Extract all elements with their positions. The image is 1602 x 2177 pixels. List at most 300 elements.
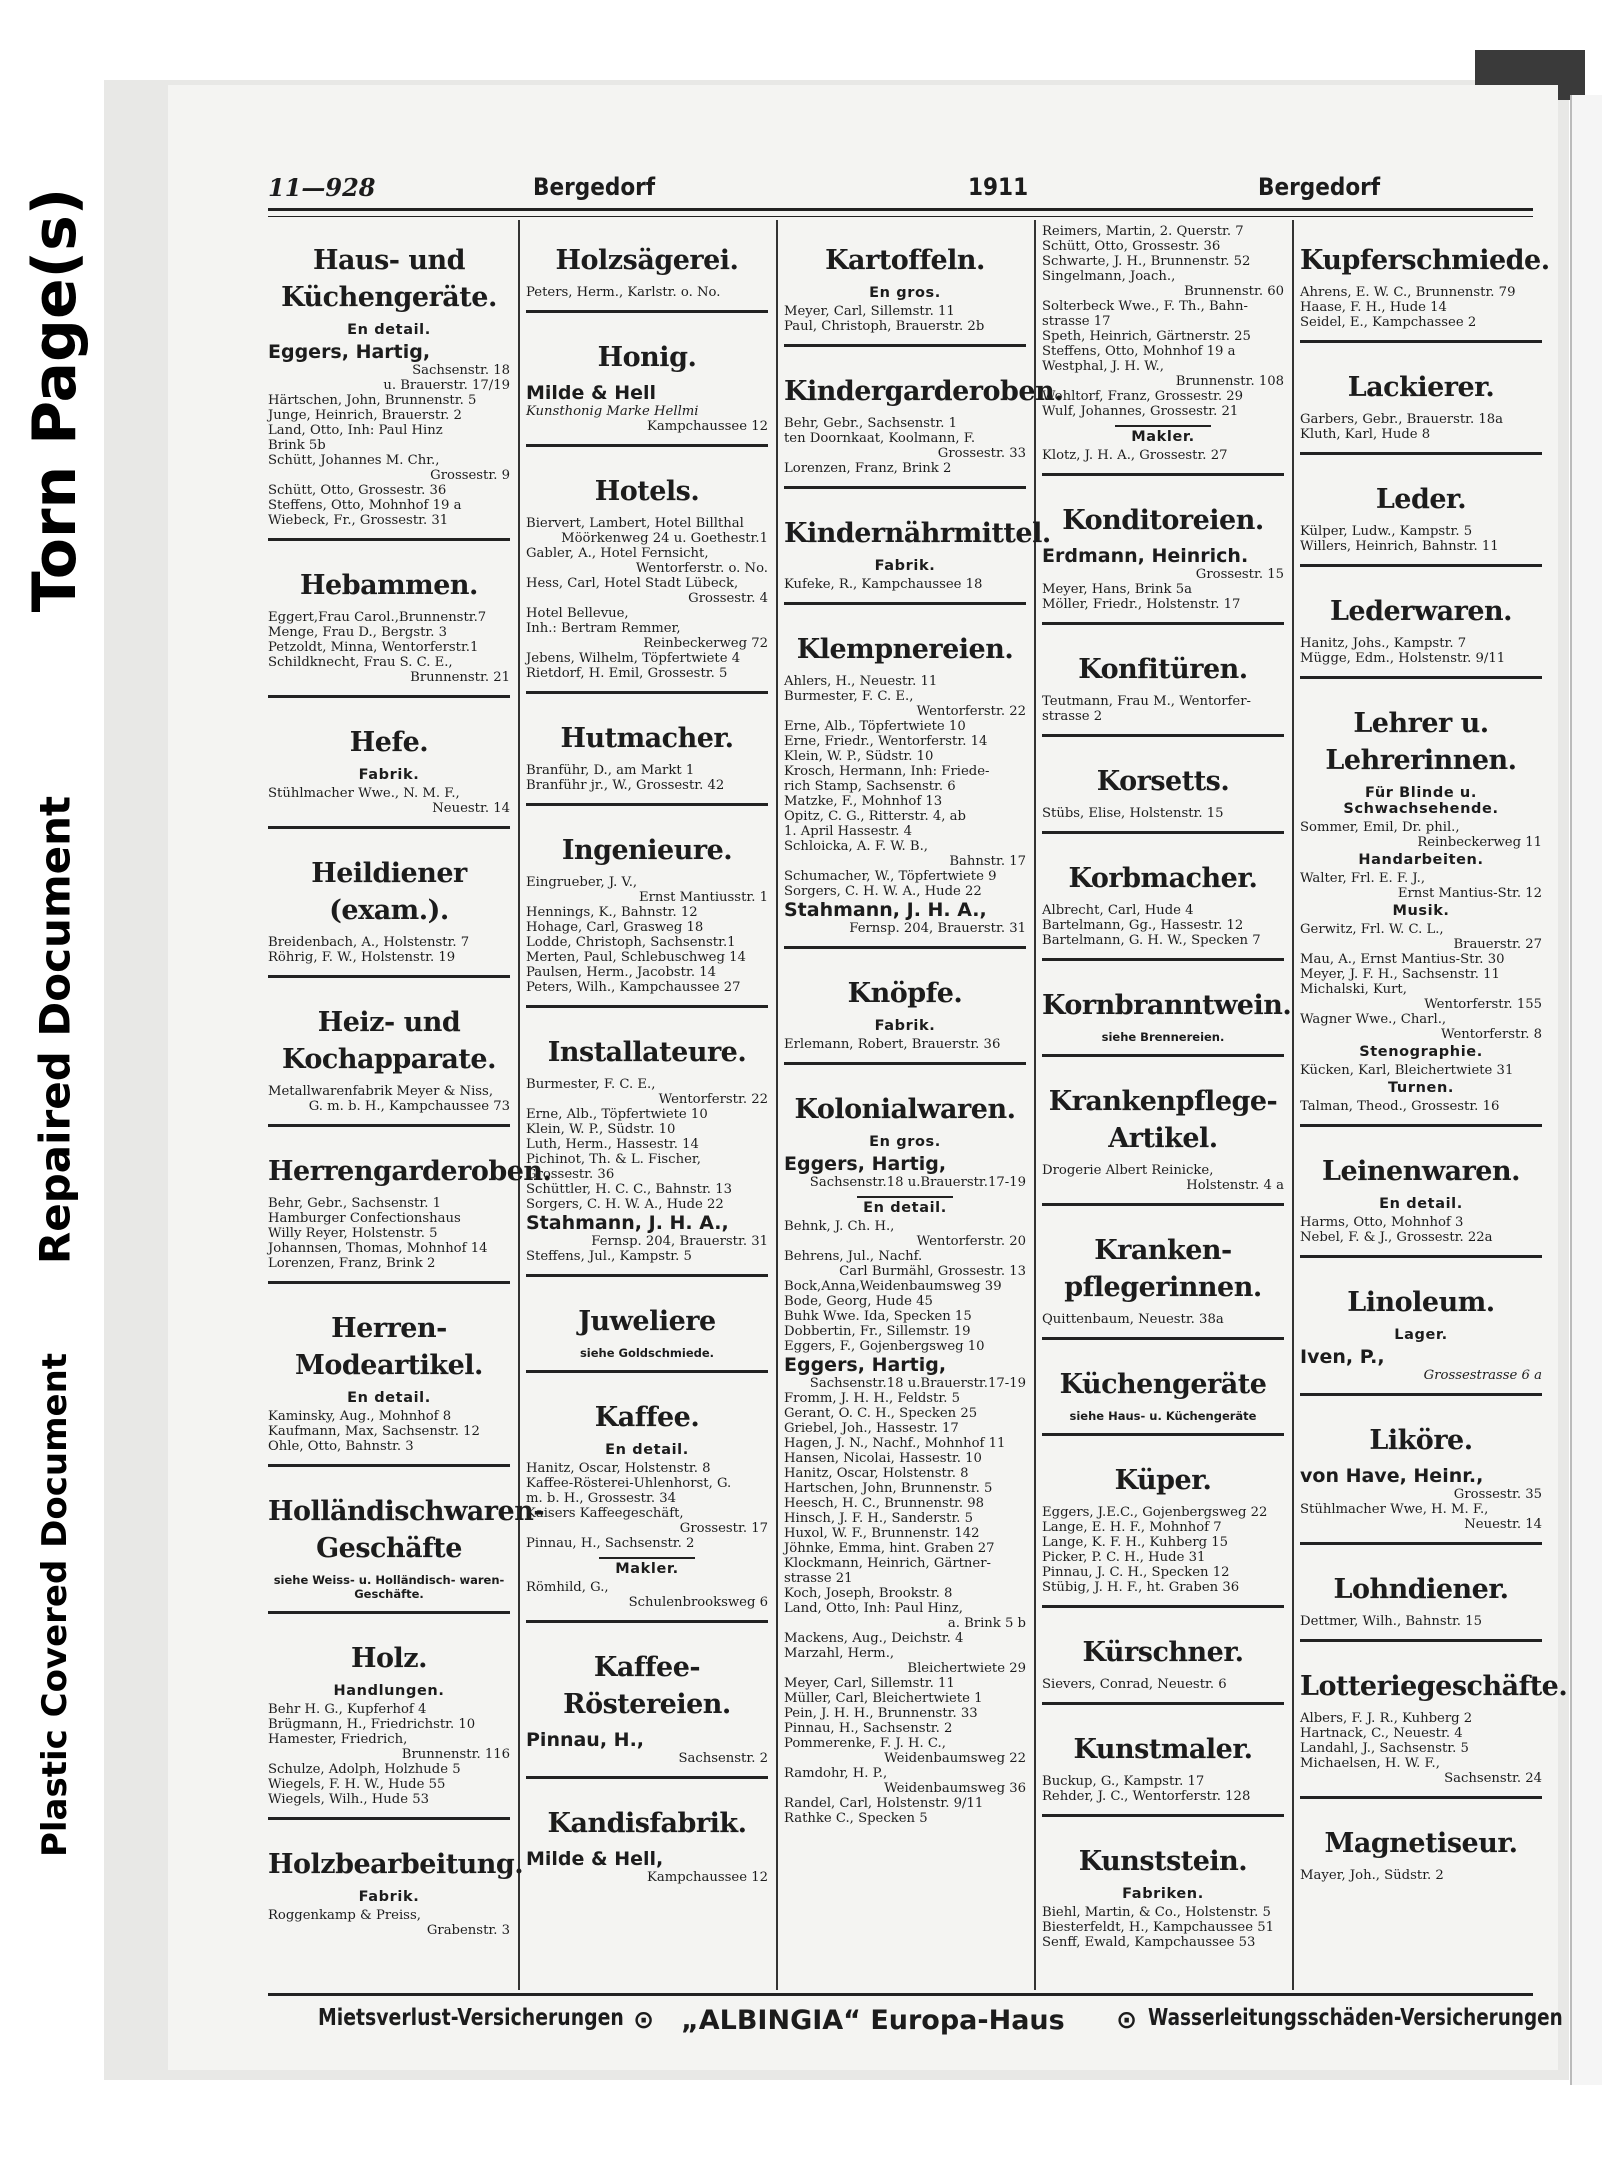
directory-entry: Iven, P.,: [1300, 1346, 1385, 1368]
directory-entry: Sachsenstr.18 u.Brauerstr.17-19: [809, 1376, 1026, 1391]
directory-entry: Branführ, D., am Markt 1: [526, 763, 695, 778]
directory-entry: Gerant, O. C. H., Specken 25: [784, 1406, 978, 1421]
section-heading: Kürschner.: [1082, 1637, 1244, 1668]
directory-entry: 1. April Hassestr. 4: [784, 824, 913, 839]
column-divider: [776, 220, 778, 1990]
directory-section: [526, 317, 768, 447]
directory-entry: Mau, A., Ernst Mantius-Str. 30: [1300, 952, 1505, 967]
directory-entry: Heesch, H. C., Brunnenstr. 98: [784, 1496, 985, 1511]
directory-section: [526, 1281, 768, 1373]
section-heading: Kornbranntwein.: [1042, 990, 1292, 1021]
section-heading: Ingenieure.: [561, 835, 733, 866]
directory-entry: a. Brink 5 b: [947, 1616, 1026, 1631]
directory-entry: Dobbertin, Fr., Sillemstr. 19: [784, 1324, 971, 1339]
directory-entry: Gerwitz, Frl. W. C. L.,: [1300, 922, 1444, 937]
directory-entry: Härtschen, John, Brunnenstr. 5: [268, 393, 477, 408]
directory-entry: Opitz, C. G., Ritterstr. 4, ab: [784, 809, 966, 824]
directory-entry: Inh.: Bertram Remmer,: [526, 621, 681, 636]
section-heading: Leder.: [1375, 484, 1467, 515]
directory-entry: Kampchaussee 12: [646, 1870, 768, 1885]
directory-section: [1300, 347, 1542, 455]
section-heading: Juweliere: [578, 1306, 716, 1337]
directory-entry: Buckup, G., Kampstr. 17: [1042, 1774, 1205, 1789]
directory-entry: Mayer, Joh., Südstr. 2: [1300, 1868, 1444, 1883]
directory-entry: Branführ jr., W., Grossestr. 42: [526, 778, 725, 793]
section-heading: Küchengeräte: [1059, 1369, 1267, 1400]
directory-entry: Grabenstr. 3: [426, 1923, 510, 1938]
directory-entry: Dettmer, Wilh., Bahnstr. 15: [1300, 1614, 1482, 1629]
directory-entry: Sommer, Emil, Dr. phil.,: [1300, 820, 1460, 835]
directory-section: [268, 1131, 552, 1284]
section-heading: Magnetiseur.: [1324, 1828, 1518, 1859]
directory-section: [784, 609, 1026, 949]
directory-entry: Hamburger Confectionshaus: [268, 1211, 461, 1226]
directory-entry: Pinnau, H., Sachsenstr. 2: [526, 1536, 695, 1551]
directory-entry: Westphal, J. H. W.,: [1042, 359, 1164, 374]
directory-entry: Johannsen, Thomas, Mohnhof 14: [268, 1241, 488, 1256]
directory-entry: Schildknecht, Frau S. C. E.,: [268, 655, 453, 670]
directory-entry: Wagner Wwe., Charl.,: [1300, 1012, 1447, 1027]
directory-section: [1042, 838, 1284, 961]
section-heading: Kunstmaler.: [1073, 1734, 1253, 1765]
directory-entry: Eggers, Hartig,: [268, 341, 431, 363]
directory-section: [526, 698, 768, 806]
directory-entry: Erlemann, Robert, Brauerstr. 36: [784, 1037, 1001, 1052]
section-heading: Kunststein.: [1078, 1846, 1248, 1877]
directory-entry: Burmester, F. C. E.,: [784, 689, 914, 704]
section-heading: Leinenwaren.: [1321, 1156, 1521, 1187]
directory-entry: Grossestr. 35: [1453, 1487, 1542, 1502]
directory-entry: Biehl, Martin, & Co., Holstenstr. 5: [1042, 1905, 1271, 1920]
directory-entry: Ernst Mantiusstr. 1: [638, 890, 768, 905]
column-divider: [1292, 220, 1294, 1990]
section-subheading: En gros.: [869, 285, 941, 301]
directory-entry: Menge, Frau D., Bergstr. 3: [268, 625, 448, 640]
directory-entry: Kücken, Karl, Bleichertwiete 31: [1300, 1063, 1514, 1078]
directory-entry: Hess, Carl, Hotel Stadt Lübeck,: [526, 576, 739, 591]
directory-entry: Wohltorf, Franz, Grossestr. 29: [1042, 389, 1243, 404]
section-heading: Hefe.: [349, 727, 429, 758]
directory-entry: Breidenbach, A., Holstenstr. 7: [268, 935, 470, 950]
directory-entry: Landahl, J., Sachsenstr. 5: [1300, 1741, 1469, 1756]
directory-entry: Solterbeck Wwe., F. Th., Bahn-: [1042, 299, 1248, 314]
section-heading: Installateure.: [547, 1037, 747, 1068]
directory-entry: Schulenbrooksweg 6: [628, 1595, 768, 1610]
directory-entry: Grossestr. 33: [937, 446, 1026, 461]
section-subheading: En detail.: [605, 1442, 689, 1458]
directory-entry: Pein, J. H. H., Brunnenstr. 33: [784, 1706, 978, 1721]
directory-entry: Paul, Christoph, Brauerstr. 2b: [784, 319, 985, 334]
directory-entry: Singelmann, Joach.,: [1042, 269, 1176, 284]
directory-entry: Behr, Gebr., Sachsenstr. 1: [268, 1196, 441, 1211]
directory-entry: Reinbeckerweg 11: [1417, 835, 1542, 850]
directory-entry: Erne, Friedr., Wentorferstr. 14: [784, 734, 988, 749]
section-heading: Liköre.: [1369, 1425, 1473, 1456]
directory-entry: Meyer, Carl, Sillemstr. 11: [784, 304, 955, 319]
directory-entry: Albers, F. J. R., Kuhberg 2: [1300, 1711, 1473, 1726]
directory-entry: u. Brauerstr. 17/19: [383, 378, 510, 393]
directory-entry: Speth, Heinrich, Gärtnerstr. 25: [1042, 329, 1251, 344]
page-header: [268, 173, 1533, 203]
directory-entry: Bartelmann, Gg., Hassestr. 12: [1042, 918, 1244, 933]
directory-entry: Albrecht, Carl, Hude 4: [1042, 903, 1194, 918]
directory-entry: Biesterfeldt, H., Kampchaussee 51: [1042, 1920, 1275, 1935]
footer-left-text: Mietsverlust-Versicherungen: [318, 2005, 624, 2031]
directory-entry: Burmester, F. C. E.,: [526, 1077, 656, 1092]
directory-entry: Matzke, F., Mohnhof 13: [784, 794, 943, 809]
section-heading: Herrengarderoben.: [268, 1156, 552, 1187]
directory-entry: Neuestr. 14: [1464, 1517, 1542, 1532]
directory-entry: Wentorferstr. 8: [1440, 1027, 1542, 1042]
directory-entry: Behrens, Jul., Nachf.: [784, 1249, 923, 1264]
directory-entry: Steffens, Otto, Mohnhof 19 a: [268, 498, 462, 513]
directory-entry: Kaisers Kaffeegeschäft,: [526, 1506, 684, 1521]
directory-entry: Eggers, Hartig,: [784, 1153, 947, 1175]
directory-section: [784, 351, 1064, 489]
directory-entry: Wulf, Johannes, Grossestr. 21: [1042, 404, 1239, 419]
directory-entry: Kampchaussee 12: [646, 419, 768, 434]
directory-entry: Lange, E. H. F., Mohnhof 7: [1042, 1520, 1222, 1535]
column-1: [268, 220, 552, 1990]
directory-entry: Peters, Wilh., Kampchaussee 27: [526, 980, 741, 995]
directory-entry: Erne, Alb., Töpfertwiete 10: [784, 719, 966, 734]
directory-entry: Haase, F. H., Hude 14: [1300, 300, 1447, 315]
directory-section: [1042, 741, 1284, 834]
directory-entry: Wiegels, Wilh., Hude 53: [268, 1792, 429, 1807]
directory-entry: Neuestr. 14: [432, 801, 510, 816]
footer-right-text: Wasserleitungsschäden-Versicherungen: [1148, 2005, 1563, 2031]
directory-entry: Nebel, F. & J., Grossestr. 22a: [1300, 1230, 1493, 1245]
directory-entry: Junge, Heinrich, Brauerstr. 2: [268, 408, 462, 423]
advertisement-footer: [268, 2003, 1563, 2043]
column-5: [1300, 220, 1568, 1990]
column-3: [784, 220, 1064, 1990]
directory-entry: Röhrig, F. W., Holstenstr. 19: [268, 950, 456, 965]
directory-entry: Griebel, Joh., Hassestr. 17: [784, 1421, 959, 1436]
directory-entry: Garbers, Gebr., Brauerstr. 18a: [1300, 412, 1504, 427]
section-subheading: En detail.: [1379, 1196, 1463, 1212]
directory-entry: Klein, W. P., Südstr. 10: [784, 749, 934, 764]
directory-entry: Brügmann, H., Friedrichstr. 10: [268, 1717, 476, 1732]
directory-entry: Stübig, J. H. F., ht. Graben 36: [1042, 1580, 1240, 1595]
directory-section: [526, 1783, 768, 1895]
directory-entry: Behr H. G., Kupferhof 4: [268, 1702, 427, 1717]
directory-entry: Kluth, Karl, Hude 8: [1300, 427, 1431, 442]
directory-section: [1300, 1646, 1568, 1799]
cross-reference-note: siehe Goldschmiede.: [579, 1346, 715, 1360]
directory-section: [1042, 1440, 1284, 1608]
directory-entry: Behr, Gebr., Sachsenstr. 1: [784, 416, 957, 431]
directory-entry: Pichinot, Th. & L. Fischer,: [526, 1152, 701, 1167]
directory-entry: Pinnau, H., Sachsenstr. 2: [784, 1721, 953, 1736]
directory-entry: Drogerie Albert Reinicke,: [1042, 1163, 1214, 1178]
directory-section: [1042, 965, 1292, 1057]
section-subheading: Handarbeiten.: [1358, 852, 1484, 868]
directory-entry: Eggert,Frau Carol.,Brunnenstr.7: [268, 610, 487, 625]
section-heading: Holz.: [350, 1643, 427, 1674]
directory-entry: Schloicka, A. F. W. B.,: [784, 839, 929, 854]
section-heading: Kindergarderoben.: [784, 376, 1064, 407]
directory-section: [784, 493, 1051, 605]
header-place-left: Bergedorf: [533, 173, 656, 201]
section-heading: Kaffee.: [594, 1402, 700, 1433]
directory-entry: Steffens, Jul., Kampstr. 5: [526, 1249, 692, 1264]
directory-entry: Lodde, Christoph, Sachsenstr.1: [526, 935, 736, 950]
directory-section: [1300, 571, 1542, 679]
section-heading: Haus- und Küchengeräte.: [281, 245, 497, 313]
directory-entry: Quittenbaum, Neuestr. 38a: [1042, 1312, 1224, 1327]
directory-entry: Wiegels, F. H. W., Hude 55: [268, 1777, 446, 1792]
directory-entry: Eggers, J.E.C., Gojenbergsweg 22: [1042, 1505, 1268, 1520]
footer-bullet-icon: ⊙: [1116, 2005, 1137, 2034]
directory-section: [1042, 220, 1284, 476]
directory-entry: von Have, Heinr.,: [1300, 1465, 1484, 1487]
directory-entry: Sachsenstr. 2: [678, 1751, 768, 1766]
directory-entry: Teutmann, Frau M., Wentorfer-: [1042, 694, 1251, 709]
section-heading: Heiz- und Kochapparate.: [282, 1007, 496, 1075]
torn-pages-label: Torn Page(s): [20, 187, 90, 613]
directory-section: [1042, 1210, 1284, 1340]
directory-section: [1042, 1344, 1284, 1436]
directory-section: [268, 1618, 510, 1820]
directory-entry: Randel, Carl, Holstenstr. 9/11: [784, 1796, 984, 1811]
directory-entry: Eggers, F., Gojenbergsweg 10: [784, 1339, 985, 1354]
directory-entry: Schütt, Otto, Grossestr. 36: [1042, 239, 1221, 254]
directory-entry: Fromm, J. H. H., Feldstr. 5: [784, 1391, 960, 1406]
section-heading: Hebammen.: [300, 570, 478, 601]
directory-entry: strasse 21: [784, 1571, 853, 1586]
section-heading: Krankenpflege- Artikel.: [1048, 1086, 1278, 1154]
directory-section: [268, 833, 510, 978]
directory-entry: Fernsp. 204, Brauerstr. 31: [849, 921, 1026, 936]
directory-entry: Jebens, Wilhelm, Töpfertwiete 4: [526, 651, 741, 666]
directory-entry: Michaelsen, H. W. F.,: [1300, 1756, 1440, 1771]
directory-entry: Hohage, Carl, Grasweg 18: [526, 920, 704, 935]
directory-entry: Biervert, Lambert, Hotel Billthal: [526, 516, 744, 531]
directory-entry: Lange, K. F. H., Kuhberg 15: [1042, 1535, 1229, 1550]
directory-section: [1300, 1803, 1542, 1893]
directory-entry: Luth, Herm., Hassestr. 14: [526, 1137, 699, 1152]
directory-entry: Weidenbaumsweg 36: [884, 1781, 1026, 1796]
header-place-right: Bergedorf: [1258, 173, 1381, 201]
cross-reference-note: siehe Weiss- u. Holländisch- waren-Geschäfte.: [273, 1573, 505, 1601]
section-heading: Holzsägerei.: [555, 245, 739, 276]
directory-entry: Hanitz, Oscar, Holstenstr. 8: [784, 1466, 969, 1481]
directory-section: [1042, 480, 1284, 625]
directory-entry: Talman, Theod., Grossestr. 16: [1300, 1099, 1500, 1114]
section-subheading: En detail.: [347, 1390, 431, 1406]
directory-entry: Müller, Carl, Bleichertwiete 1: [784, 1691, 983, 1706]
directory-entry: Brunnenstr. 116: [401, 1747, 510, 1762]
directory-section: [1042, 1612, 1284, 1705]
directory-section: [1300, 1262, 1542, 1396]
section-heading: Heildiener (exam.).: [311, 858, 467, 926]
directory-section: [268, 1824, 524, 1948]
directory-entry: Krosch, Hermann, Inh: Friede-: [784, 764, 990, 779]
section-heading: Korbmacher.: [1068, 863, 1258, 894]
directory-entry: Willers, Heinrich, Bahnstr. 11: [1300, 539, 1499, 554]
section-subheading: Fabrik.: [358, 1889, 420, 1905]
section-subheading: Fabriken.: [1122, 1886, 1204, 1902]
section-heading: Kupferschmiede.: [1300, 245, 1550, 276]
directory-entry: Hanitz, Oscar, Holstenstr. 8: [526, 1461, 711, 1476]
directory-entry: Steffens, Otto, Mohnhof 19 a: [1042, 344, 1236, 359]
directory-entry: Eingrueber, J. V.,: [526, 875, 638, 890]
column-divider: [1034, 220, 1036, 1990]
directory-entry: Ohle, Otto, Bahnstr. 3: [268, 1439, 414, 1454]
directory-entry: Roggenkamp & Preiss,: [268, 1908, 421, 1923]
directory-entry: Grossestr. 9: [430, 468, 510, 483]
directory-entry: Stübs, Elise, Holstenstr. 15: [1042, 806, 1224, 821]
directory-entry: Grossestr. 36: [526, 1167, 615, 1182]
directory-section: [784, 953, 1026, 1065]
directory-section: [1300, 1549, 1542, 1642]
directory-entry: Ahlers, H., Neuestr. 11: [784, 674, 938, 689]
directory-entry: Hotel Bellevue,: [526, 606, 629, 621]
section-subheading: Musik.: [1392, 903, 1450, 919]
directory-entry: Bleichertwiete 29: [907, 1661, 1026, 1676]
directory-entry: Sachsenstr. 18: [412, 363, 510, 378]
directory-entry: Bode, Georg, Hude 45: [784, 1294, 933, 1309]
directory-entry: Brunnenstr. 60: [1184, 284, 1284, 299]
directory-entry: Buhk Wwe. Ida, Specken 15: [784, 1309, 972, 1324]
directory-page: [168, 85, 1568, 2070]
cross-reference-note: siehe Brennereien.: [1101, 1030, 1225, 1044]
directory-entry: Hanitz, Johs., Kampstr. 7: [1300, 636, 1467, 651]
directory-entry: Meyer, J. F. H., Sachsenstr. 11: [1300, 967, 1500, 982]
section-heading: Honig.: [597, 342, 697, 373]
directory-entry: Hartschen, John, Brunnenstr. 5: [784, 1481, 993, 1496]
directory-entry: Marzahl, Herm.,: [784, 1646, 895, 1661]
directory-entry: Weidenbaumsweg 22: [884, 1751, 1026, 1766]
directory-entry: Gabler, A., Hotel Fernsicht,: [526, 546, 709, 561]
directory-entry: Michalski, Kurt,: [1300, 982, 1407, 997]
directory-entry: Möller, Friedr., Holstenstr. 17: [1042, 597, 1241, 612]
directory-entry: Rathke C., Specken 5: [784, 1811, 928, 1826]
directory-entry: Lorenzen, Franz, Brink 2: [784, 461, 952, 476]
directory-entry: Eggers, Hartig,: [784, 1354, 947, 1376]
directory-entry: Hinsch, J. F. H., Sanderstr. 5: [784, 1511, 974, 1526]
directory-entry: Reimers, Martin, 2. Querstr. 7: [1042, 224, 1244, 239]
directory-entry: Walter, Frl. E. F. J.,: [1300, 871, 1426, 886]
section-subheading: Makler.: [1131, 429, 1195, 445]
directory-section: [268, 545, 510, 698]
directory-entry: Klein, W. P., Südstr. 10: [526, 1122, 676, 1137]
directory-entry: Metallwarenfabrik Meyer & Niss,: [268, 1084, 494, 1099]
directory-entry: Bartelmann, G. H. W., Specken 7: [1042, 933, 1261, 948]
directory-entry: rich Stamp, Sachsenstr. 6: [784, 779, 956, 794]
directory-entry: Bock,Anna,Weidenbaumsweg 39: [784, 1279, 1002, 1294]
directory-entry: Mackens, Aug., Deichstr. 4: [784, 1631, 964, 1646]
directory-entry: Schwarte, J. H., Brunnenstr. 52: [1042, 254, 1251, 269]
directory-entry: Seidel, E., Kampchassee 2: [1300, 315, 1477, 330]
section-heading: Konfitüren.: [1078, 654, 1248, 685]
directory-entry: Kaufmann, Max, Sachsenstr. 12: [268, 1424, 480, 1439]
directory-section: [526, 1377, 768, 1623]
directory-entry: Schütt, Otto, Grossestr. 36: [268, 483, 447, 498]
directory-section: [526, 1627, 768, 1779]
directory-section: [1042, 1821, 1284, 1960]
directory-entry: Hansen, Nicolai, Hassestr. 10: [784, 1451, 982, 1466]
next-page-edge: [1570, 95, 1602, 2085]
directory-entry: Rehder, J. C., Wentorferstr. 128: [1042, 1789, 1251, 1804]
section-heading: Holzbearbeitung.: [268, 1849, 524, 1880]
directory-entry: Holstenstr. 4 a: [1186, 1178, 1284, 1193]
directory-entry: Meyer, Carl, Sillemstr. 11: [784, 1676, 955, 1691]
directory-entry: Reinbeckerweg 72: [643, 636, 768, 651]
directory-entry: Grossestrasse 6 a: [1423, 1368, 1542, 1383]
directory-entry: Bahnstr. 17: [949, 854, 1026, 869]
section-subheading: Lager.: [1394, 1327, 1448, 1343]
directory-entry: Schumacher, W., Töpfertwiete 9: [784, 869, 997, 884]
section-heading: Küper.: [1114, 1465, 1212, 1496]
section-heading: Holländischwaren- Geschäfte: [268, 1496, 545, 1564]
page-number: 11—928: [268, 173, 376, 202]
directory-section: [1300, 683, 1542, 1127]
section-heading: Kindernährmittel.: [784, 518, 1051, 549]
directory-section: [526, 810, 768, 1008]
directory-entry: Wentorferstr. 22: [658, 1092, 768, 1107]
directory-entry: Brunnenstr. 108: [1175, 374, 1284, 389]
section-heading: Lotteriegeschäfte.: [1300, 1671, 1568, 1702]
subsection-rule: [1115, 425, 1212, 427]
directory-entry: Sorgers, C. H. W. A., Hude 22: [784, 884, 982, 899]
section-subheading: Handlungen.: [333, 1683, 445, 1699]
directory-section: [526, 451, 768, 694]
directory-section: [526, 1012, 768, 1277]
directory-entry: Picker, P. C. H., Hude 31: [1042, 1550, 1206, 1565]
directory-entry: Milde & Hell,: [526, 1848, 664, 1870]
section-subheading: En detail.: [347, 322, 431, 338]
directory-entry: Meyer, Hans, Brink 5a: [1042, 582, 1192, 597]
cross-reference-note: siehe Haus- u. Küchengeräte: [1069, 1409, 1257, 1423]
section-heading: Herren- Modeartikel.: [295, 1313, 483, 1381]
section-subheading: En gros.: [869, 1134, 941, 1150]
section-heading: Hutmacher.: [560, 723, 734, 754]
column-divider: [518, 220, 520, 1990]
directory-entry: Römhild, G.,: [526, 1580, 609, 1595]
directory-section: [526, 220, 768, 313]
directory-entry: Land, Otto, Inh: Paul Hinz: [268, 423, 443, 438]
section-heading: Lohndiener.: [1333, 1574, 1509, 1605]
directory-entry: Pommerenke, F. J. H. C.,: [784, 1736, 946, 1751]
footer-bullet-icon: ⊙: [633, 2005, 654, 2034]
directory-entry: Hennings, K., Bahnstr. 12: [526, 905, 698, 920]
plastic-covered-label: Plastic Covered Document: [35, 1352, 75, 1858]
directory-entry: Wentorferstr. o. No.: [635, 561, 768, 576]
section-subheading: Fabrik.: [874, 1018, 936, 1034]
directory-section: [784, 1069, 1026, 1836]
section-subheading: Stenographie.: [1359, 1044, 1483, 1060]
section-heading: Lederwaren.: [1329, 596, 1513, 627]
directory-entry: Willy Reyer, Holstenstr. 5: [268, 1226, 438, 1241]
side-labels: [0, 0, 110, 2177]
directory-entry: Möörkenweg 24 u. Goethestr.1: [561, 531, 768, 546]
directory-section: [1300, 1400, 1542, 1545]
directory-entry: Erne, Alb., Töpfertwiete 10: [526, 1107, 708, 1122]
directory-entry: Carl Burmähl, Grossestr. 13: [839, 1264, 1026, 1279]
directory-section: [268, 1471, 545, 1614]
directory-entry: Ernst Mantius-Str. 12: [1397, 886, 1542, 901]
section-heading: Lackierer.: [1347, 372, 1495, 403]
section-heading: Kandisfabrik.: [547, 1808, 747, 1839]
directory-entry: Wentorferstr. 22: [916, 704, 1026, 719]
subsection-rule: [857, 1196, 954, 1198]
directory-entry: Brunnenstr. 21: [410, 670, 510, 685]
directory-entry: Petzoldt, Minna, Wentorferstr.1: [268, 640, 479, 655]
directory-entry: Klotz, J. H. A., Grossestr. 27: [1042, 448, 1228, 463]
directory-entry: Senff, Ewald, Kampchaussee 53: [1042, 1935, 1256, 1950]
